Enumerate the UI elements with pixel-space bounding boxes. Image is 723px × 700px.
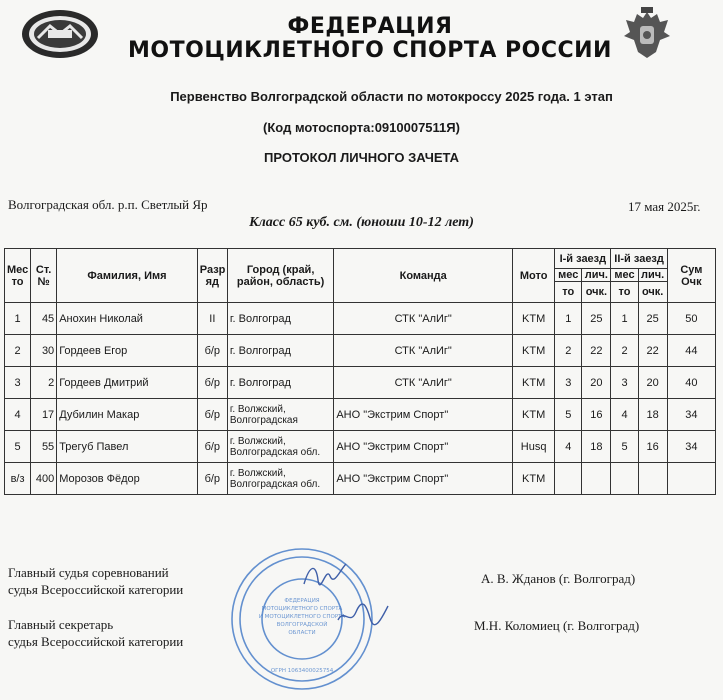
row-start: 2 — [31, 367, 57, 399]
header-h2-points: лич. — [638, 269, 667, 282]
row-moto: KTM — [513, 367, 555, 399]
row-place: 1 — [5, 303, 31, 335]
row-moto: KTM — [513, 335, 555, 367]
row-moto: KTM — [513, 303, 555, 335]
svg-text:ОГРН 1063400025754: ОГРН 1063400025754 — [270, 668, 334, 674]
row-total: 34 — [667, 431, 715, 463]
row-name: Гордеев Дмитрий — [57, 367, 198, 399]
header-name: Фамилия, Имя — [57, 249, 198, 303]
row-name: Дубилин Макар — [57, 399, 198, 431]
results-table — [4, 248, 716, 495]
header-team: Команда — [334, 249, 513, 303]
row-h1-points: 16 — [582, 399, 611, 431]
header-start-no: Ст. № — [31, 249, 57, 303]
event-date: 17 мая 2025г. — [628, 199, 701, 214]
row-place: 3 — [5, 367, 31, 399]
eagle-emblem-icon — [622, 6, 672, 62]
svg-text:И МОТОЦИКЛЕТНОГО СПОРТА: И МОТОЦИКЛЕТНОГО СПОРТА — [258, 614, 346, 620]
row-start: 400 — [31, 463, 57, 495]
row-h2-place: 4 — [611, 399, 638, 431]
row-h2-points: 25 — [638, 303, 667, 335]
row-h1-place: 1 — [555, 303, 582, 335]
table-row — [5, 367, 716, 399]
row-h1-points: 25 — [582, 303, 611, 335]
header-place: Мес то — [5, 249, 31, 303]
row-city: г. Волгоград — [227, 303, 333, 335]
row-rank: II — [197, 303, 227, 335]
row-place: 5 — [5, 431, 31, 463]
row-moto: KTM — [513, 463, 555, 495]
row-name: Морозов Фёдор — [57, 463, 198, 495]
row-team: АНО "Экстрим Спорт" — [334, 463, 513, 495]
row-h2-points: 16 — [638, 431, 667, 463]
header-h1-points: лич. — [582, 269, 611, 282]
row-team: АНО "Экстрим Спорт" — [334, 399, 513, 431]
table-row — [5, 399, 716, 431]
row-total: 44 — [667, 335, 715, 367]
venue: Волгоградская обл. р.п. Светлый Яр — [8, 197, 208, 212]
event-code: (Код мотоспорта:0910007511Я) — [263, 120, 460, 135]
row-h1-points — [582, 463, 611, 495]
row-h2-place — [611, 463, 638, 495]
row-rank: б/р — [197, 463, 227, 495]
table-row — [5, 431, 716, 463]
row-h1-place: 5 — [555, 399, 582, 431]
header-h1-place-b: то — [555, 282, 582, 303]
secretary-title-line1: Главный секретарь — [8, 617, 114, 632]
svg-text:ОБЛАСТИ: ОБЛАСТИ — [288, 630, 316, 636]
mfr-logo-icon — [20, 8, 100, 60]
secretary-name: М.Н. Коломиец (г. Волгоград) — [474, 618, 640, 633]
svg-text:ФЕДЕРАЦИЯ: ФЕДЕРАЦИЯ — [284, 598, 320, 604]
row-h1-place: 4 — [555, 431, 582, 463]
header-heat2: II-й заезд — [611, 249, 667, 269]
secretary-title — [8, 616, 183, 650]
header-h2-points-b: очк. — [638, 282, 667, 303]
header-rank: Разр яд — [197, 249, 227, 303]
row-rank: б/р — [197, 399, 227, 431]
row-city: г. Волжский, Волгоградская — [227, 399, 333, 431]
row-start: 30 — [31, 335, 57, 367]
row-h2-points — [638, 463, 667, 495]
row-h2-place: 3 — [611, 367, 638, 399]
header-h2-place: мес — [611, 269, 638, 282]
row-rank: б/р — [197, 367, 227, 399]
row-start: 45 — [31, 303, 57, 335]
row-team: СТК "АлИг" — [334, 335, 513, 367]
judge-signature-icon — [300, 560, 350, 590]
class-title: Класс 65 куб. см. (юноши 10-12 лет) — [249, 215, 474, 230]
row-team: АНО "Экстрим Спорт" — [334, 431, 513, 463]
row-total: 34 — [667, 399, 715, 431]
row-rank: б/р — [197, 335, 227, 367]
header-moto: Мото — [513, 249, 555, 303]
row-h2-points: 22 — [638, 335, 667, 367]
row-moto: Husq — [513, 431, 555, 463]
row-team: СТК "АлИг" — [334, 367, 513, 399]
row-h2-place: 5 — [611, 431, 638, 463]
row-name: Анохин Николай — [57, 303, 198, 335]
row-team: СТК "АлИг" — [334, 303, 513, 335]
row-h1-points: 18 — [582, 431, 611, 463]
row-h1-points: 20 — [582, 367, 611, 399]
row-name: Трегуб Павел — [57, 431, 198, 463]
table-row — [5, 303, 716, 335]
championship-title: Первенство Волгоградской области по мотокроссу 2025 года. 1 этап — [170, 89, 613, 104]
row-h2-points: 20 — [638, 367, 667, 399]
judge-name: А. В. Жданов (г. Волгоград) — [481, 571, 636, 586]
header-heat1: I-й заезд — [555, 249, 611, 269]
header-h1-points-b: очк. — [582, 282, 611, 303]
svg-text:ВОЛГОГРАДСКОЙ: ВОЛГОГРАДСКОЙ — [276, 622, 328, 628]
row-total: 50 — [667, 303, 715, 335]
judge-title-line1: Главный судья соревнований — [8, 565, 169, 580]
row-place: в/з — [5, 463, 31, 495]
header-h1-place: мес — [555, 269, 582, 282]
table-row — [5, 335, 716, 367]
row-rank: б/р — [197, 431, 227, 463]
row-moto: KTM — [513, 399, 555, 431]
row-h1-place: 3 — [555, 367, 582, 399]
row-start: 17 — [31, 399, 57, 431]
row-h1-points: 22 — [582, 335, 611, 367]
secretary-title-line2: судья Всероссийской категории — [8, 634, 184, 649]
header-city: Город (край, район, область) — [227, 249, 333, 303]
table-row — [5, 463, 716, 495]
header-h2-place-b: то — [611, 282, 638, 303]
row-start: 55 — [31, 431, 57, 463]
row-city: г. Волгоград — [227, 335, 333, 367]
row-place: 4 — [5, 399, 31, 431]
row-h1-place — [555, 463, 582, 495]
row-place: 2 — [5, 335, 31, 367]
federation-title-line1: ФЕДЕРАЦИЯ — [287, 14, 453, 39]
row-h2-place: 1 — [611, 303, 638, 335]
federation-title-line2: МОТОЦИКЛЕТНОГО СПОРТА РОССИИ — [128, 38, 612, 63]
protocol-title: ПРОТОКОЛ ЛИЧНОГО ЗАЧЕТА — [263, 150, 460, 165]
row-h1-place: 2 — [555, 335, 582, 367]
row-total: 40 — [667, 367, 715, 399]
judge-title — [8, 564, 183, 598]
row-total — [667, 463, 715, 495]
secretary-signature-icon — [336, 600, 390, 630]
row-h2-place: 2 — [611, 335, 638, 367]
header-total: Сум Очк — [667, 249, 715, 303]
svg-text:МОТОЦИКЛЕТНОГО СПОРТА: МОТОЦИКЛЕТНОГО СПОРТА — [261, 606, 343, 612]
row-h2-points: 18 — [638, 399, 667, 431]
row-city: г. Волжский, Волгоградская обл. — [227, 431, 333, 463]
judge-title-line2: судья Всероссийской категории — [8, 582, 184, 597]
row-name: Гордеев Егор — [57, 335, 198, 367]
row-city: г. Волгоград — [227, 367, 333, 399]
row-city: г. Волжский, Волгоградская обл. — [227, 463, 333, 495]
